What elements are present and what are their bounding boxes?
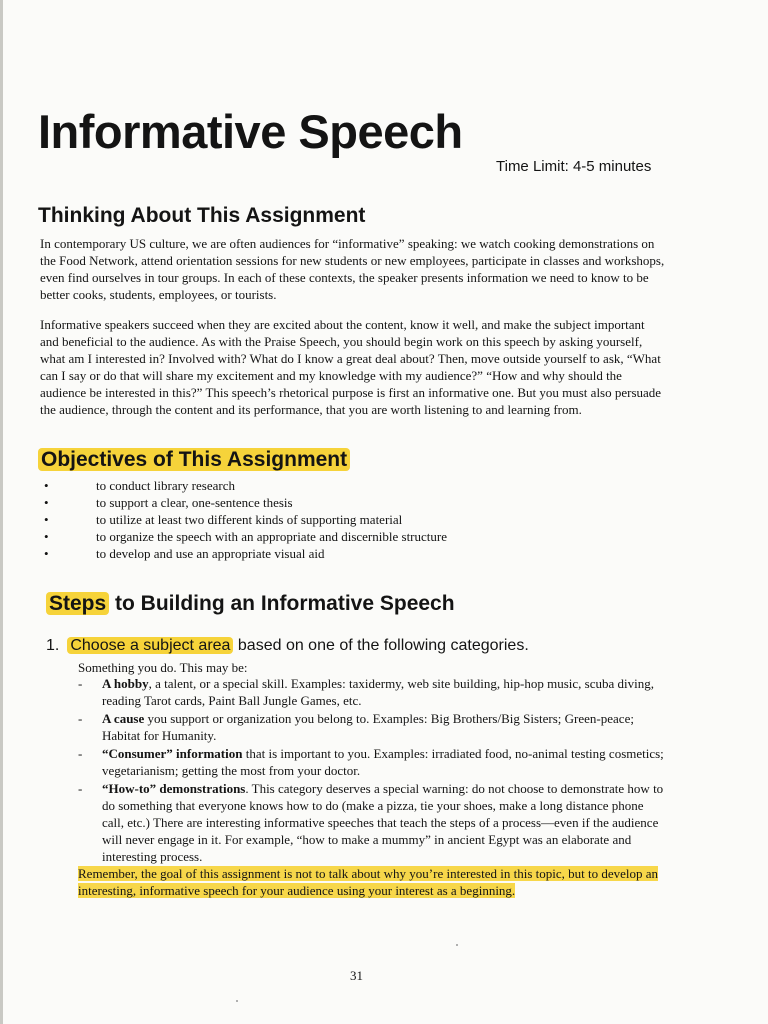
remember-highlight: Remember, the goal of this assignment is not to talk about why you’re interested in this topic, but to develop an interesting, informative speech for your audience using your interest as a beginning.	[78, 866, 659, 898]
time-limit: Time Limit: 4-5 minutes	[496, 158, 652, 175]
category-item	[78, 675, 668, 709]
category-text: you support or organization you belong to. Examples: Big Brothers/Big Sisters; Green-peace; Habitat for Humanity.	[102, 711, 634, 743]
category-item	[78, 780, 668, 865]
category-name: “How-to” demonstrations	[102, 781, 246, 796]
step-1-rest: based on one of the following categories.	[233, 637, 529, 654]
step-1-highlight: Choose a subject area	[67, 637, 233, 654]
scan-edge	[0, 0, 3, 1024]
thinking-paragraph-2: Informative speakers succeed when they are excited about the content, know it well, and make the subject important and beneficial to the audience. As with the Praise Speech, you should begin work on this speech by asking yourself, what am I interested in? Involved with? What do I know a great deal about? Then, move outside yourself to ask, “What can I say or do that will share my excitement and my knowledge with my audience?” “How and why should the audience be interested in this?” This speech’s rhetorical purpose is first an informative one. But you must also persuade the audience, through the content and its performance, that you are worth listening to and learning from.	[40, 317, 662, 417]
objective-item: • to conduct library research	[42, 477, 602, 494]
scan-speck	[236, 1000, 238, 1002]
category-name: A hobby	[102, 676, 149, 691]
category-name: “Consumer” information	[102, 746, 243, 761]
objective-item: • to support a clear, one-sentence thesis	[42, 494, 602, 511]
objectives-heading-highlight: Objectives of This Assignment	[38, 448, 350, 471]
section-heading-steps	[46, 592, 455, 616]
category-text: . This category deserves a special warning: do not choose to demonstrate how to do something that everyone knows how to do (make a pizza, tie your shoes, make a long distance phone call, etc.) There are interesting informative speeches that teach the steps of a process—even if the audience will never engage in it. For example, “how to make a mummy” in ancient Egypt was an elaborate and interesting process.	[102, 781, 664, 864]
thinking-paragraph-1: In contemporary US culture, we are often audiences for “informative” speaking: we watch cooking demonstrations on the Food Network, attend orientation sessions for new students or new employees, participate in classes and workshops, even find ourselves in tour groups. In each of these contexts, the speaker presents information we need to know to be better cooks, students, employees, or tourists.	[40, 236, 665, 302]
category-text: , a talent, or a special skill. Examples: taxidermy, web site building, hip-hop music, scuba diving, reading Tarot cards, Paint Ball Jungle Games, etc.	[102, 676, 654, 708]
category-text: that is important to you. Examples: irradiated food, no-animal testing cosmetics; vegetarianism; getting the most from your doctor.	[102, 746, 664, 778]
category-name: A cause	[102, 711, 145, 726]
objective-item: • to organize the speech with an appropriate and discernible structure	[42, 528, 602, 545]
category-item	[78, 710, 668, 744]
page-title: Informative Speech	[38, 105, 463, 158]
steps-heading-highlight: Steps	[46, 592, 109, 615]
steps-heading-rest: to Building an Informative Speech	[109, 592, 455, 615]
categories-intro: Something you do. This may be:	[78, 660, 248, 675]
step-number: 1.	[46, 637, 60, 654]
step-1-heading	[46, 637, 529, 655]
section-heading-objectives	[38, 448, 350, 472]
objectives-list	[42, 477, 602, 562]
objective-item: • to utilize at least two different kinds of supporting material	[42, 511, 602, 528]
objective-item: • to develop and use an appropriate visual aid	[42, 545, 602, 562]
scan-speck	[456, 944, 458, 946]
remember-note	[78, 865, 678, 899]
category-item	[78, 745, 668, 779]
section-heading-thinking: Thinking About This Assignment	[38, 204, 366, 227]
category-list	[78, 675, 668, 866]
page-number: 31	[350, 968, 363, 983]
